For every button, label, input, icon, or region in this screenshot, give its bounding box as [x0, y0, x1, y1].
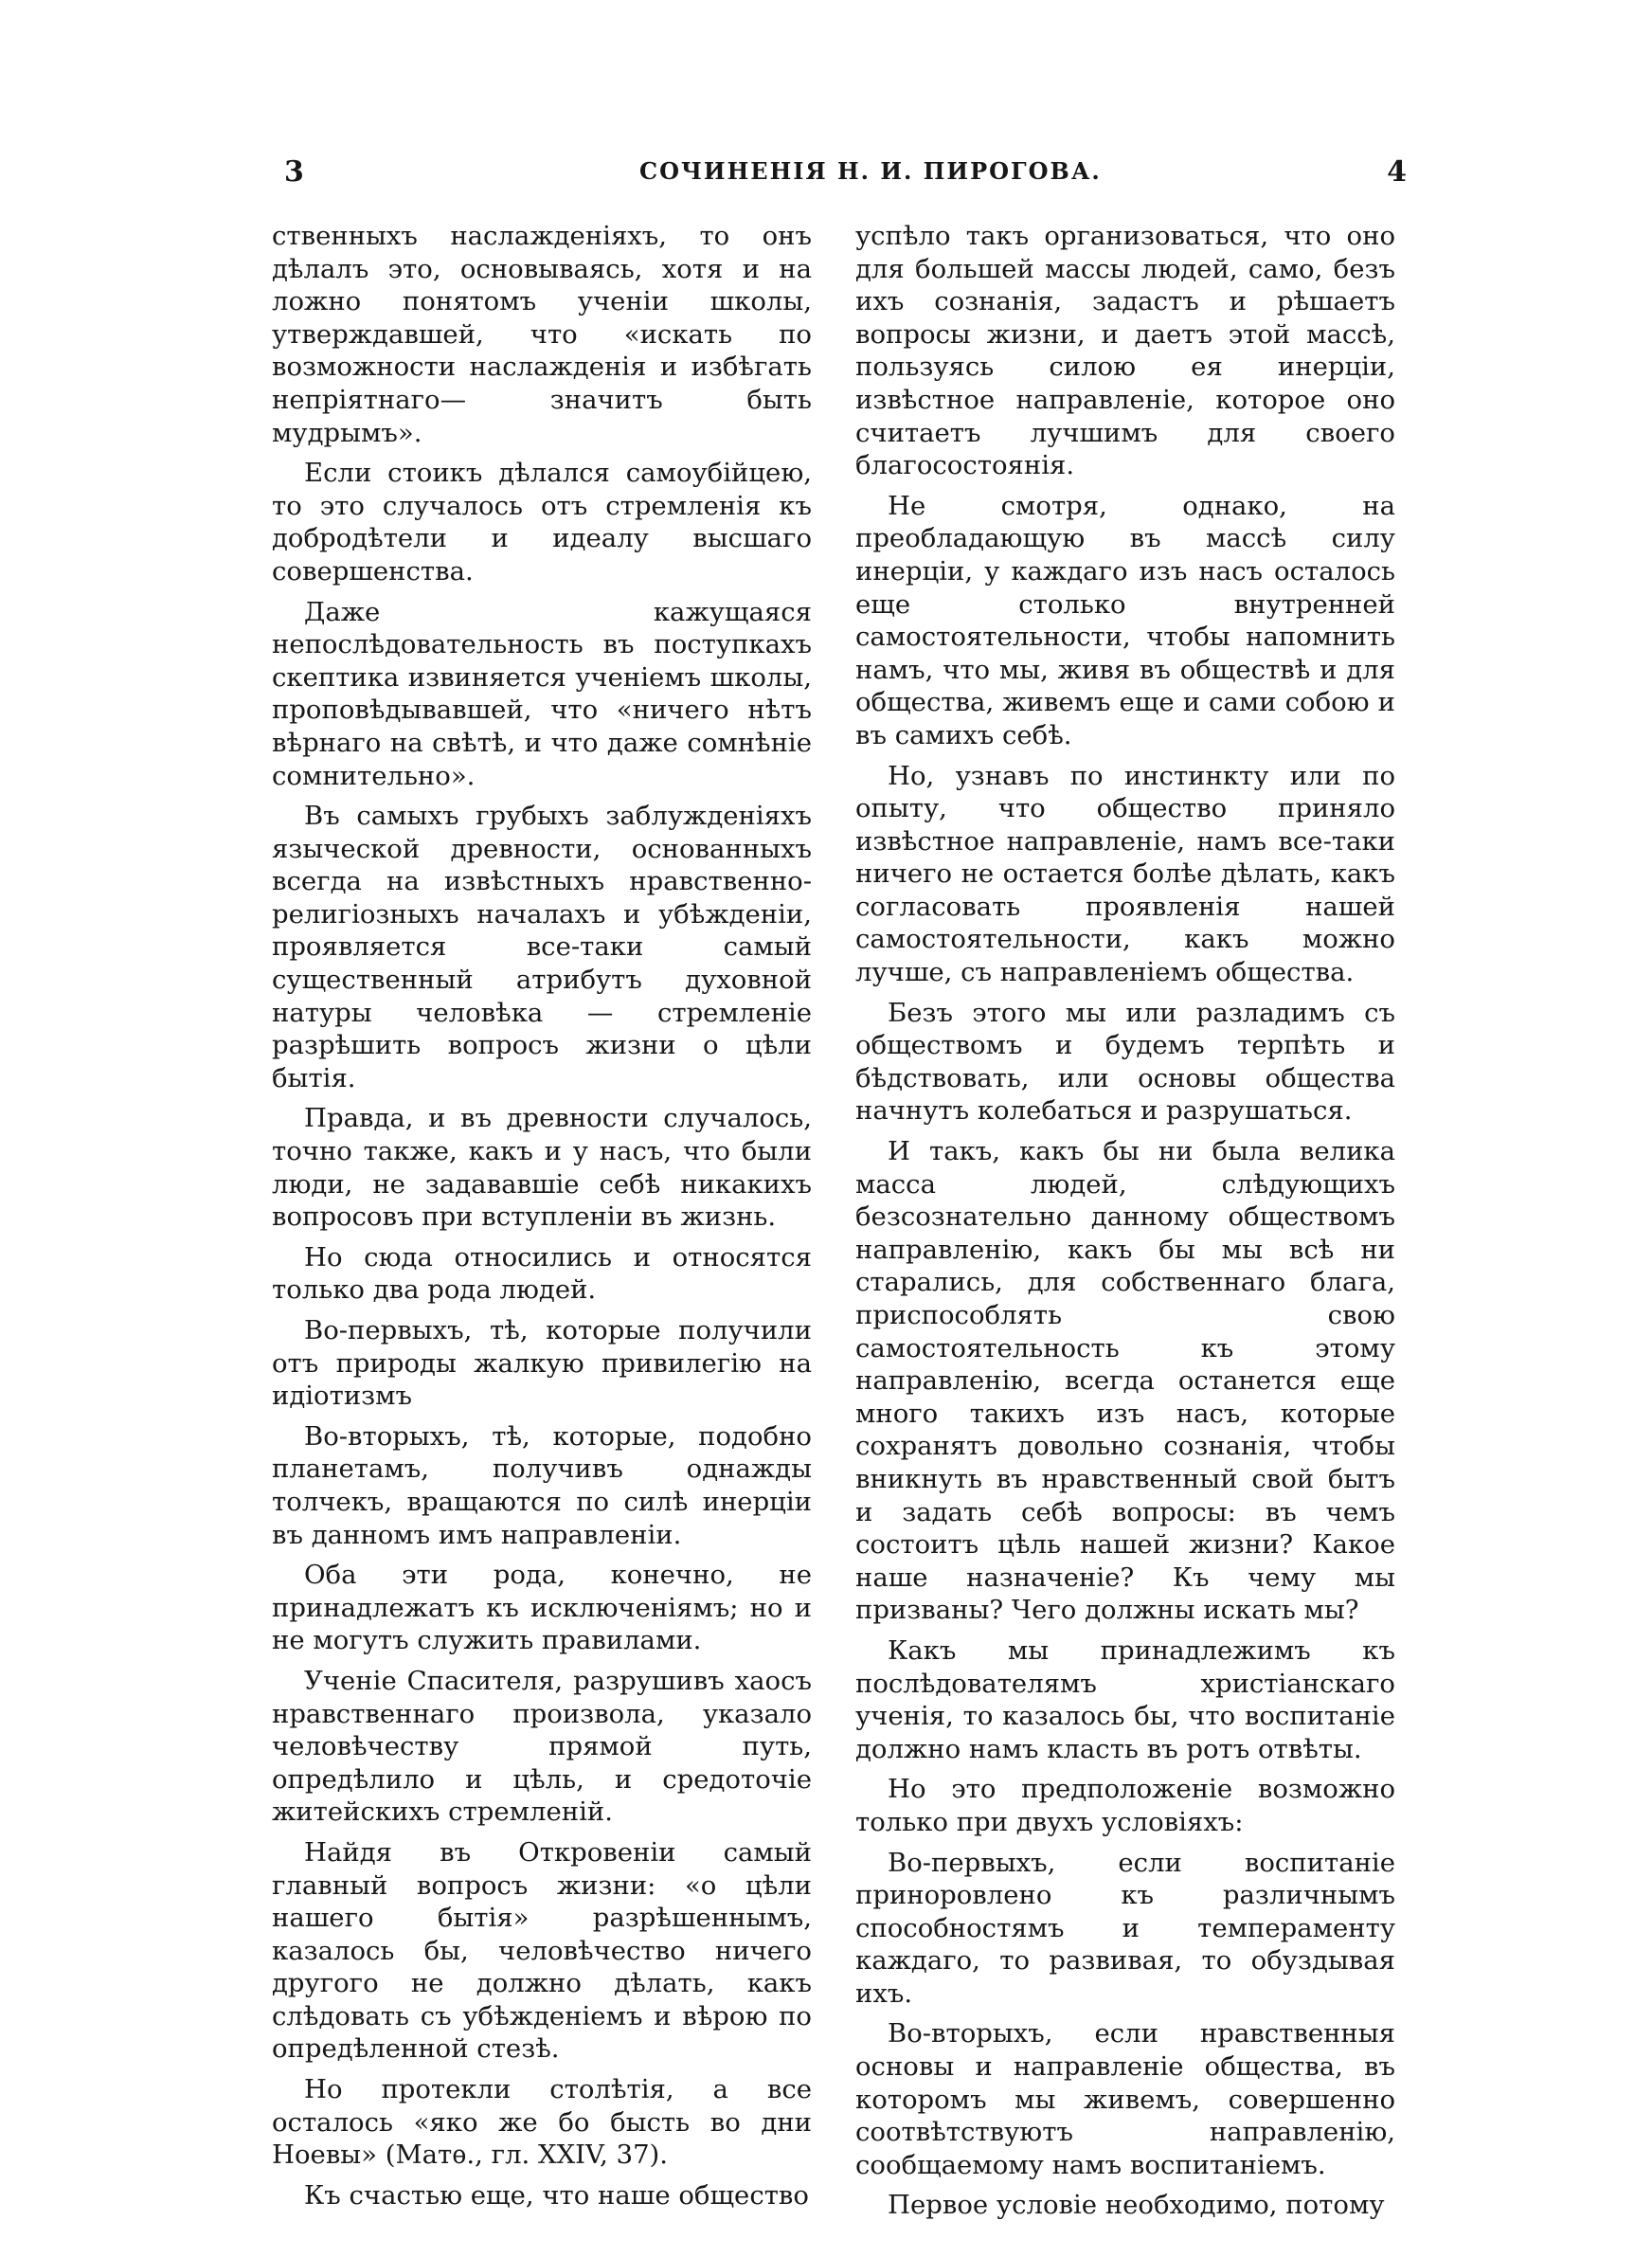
paragraph: Ученіе Спасителя, разрушивъ хаосъ нравственнаго произвола, указало человѣчеству прямой путь, опредѣлило и цѣль, и средоточіе житейскихъ стремленій.: [272, 1665, 812, 1828]
paragraph: Найдя въ Откровеніи самый главный вопросъ жизни: «о цѣли нашего бытія» разрѣшеннымъ, казалось бы, человѣчество ничего другого не должно дѣлать, какъ слѣдовать съ убѣжденіемъ и вѣрою по опредѣленной стезѣ.: [272, 1836, 812, 2065]
page-number-right: 4: [1387, 155, 1407, 189]
paragraph: И такъ, какъ бы ни была велика масса людей, слѣдующихъ безсознательно данному обществомъ направленію, какъ бы мы всѣ ни старались, для собственнаго блага, приспособлять свою самостоятельность къ этому направленію, всегда останется еще много такихъ изъ насъ, которые сохранятъ довольно сознанія, чтобы вникнуть въ нравственный свой бытъ и задать себѣ вопросы: въ чемъ состоитъ цѣль нашей жизни? Какое наше назначеніе? Къ чему мы призваны? Чего должны искать мы?: [855, 1136, 1395, 1626]
paragraph: Къ счастью еще, что наше общество: [304, 2179, 809, 2211]
page-number-left: 3: [284, 155, 304, 189]
paragraph: Первое условіе необходимо, потому: [888, 2190, 1385, 2221]
paragraph: Въ самыхъ грубыхъ заблужденіяхъ языческой древности, основанныхъ всегда на извѣстныхъ нравственно-религіозныхъ началахъ и убѣжденіи, проявляется все-таки самый существенный атрибутъ духовной натуры человѣка — стремленіе разрѣшить вопросъ жизни о цѣли бытія.: [272, 801, 812, 1093]
paragraph: Но сюда относились и относятся только два рода людей.: [272, 1241, 812, 1306]
paragraph: Но протекли столѣтія, а все осталось «яко же бо бысть во дни Ноевы» (Матѳ., гл. XXIV, 37).: [272, 2074, 812, 2171]
left-column: [272, 220, 812, 2219]
paragraph: Во-вторыхъ, тѣ, которые, подобно планетамъ, получивъ однажды толчекъ, вращаются по силѣ инерціи въ данномъ имъ направленіи.: [272, 1420, 812, 1550]
paragraph: Оба эти рода, конечно, не принадлежатъ къ исключеніямъ; но и не могутъ служить правилами.: [272, 1560, 812, 1656]
paragraph: Во-первыхъ, если воспитаніе приноровлено къ различнымъ способностямъ и темпераменту каждаго, то развивая, то обуздывая ихъ.: [855, 1847, 1395, 2009]
running-title: СОЧИНЕНІЯ Н. И. ПИРОГОВА.: [639, 157, 1102, 185]
right-column: [855, 220, 1395, 2230]
paragraph: Правда, и въ древности случалось, точно также, какъ и у насъ, что были люди, не задававшіе себѣ никакихъ вопросовъ при вступленіи въ жизнь.: [272, 1103, 812, 1233]
paragraph: Но это предположеніе возможно только при двухъ условіяхъ:: [855, 1774, 1395, 1837]
paragraph: Во-первыхъ, тѣ, которые получили отъ природы жалкую привилегію на идіотизмъ: [272, 1315, 812, 1412]
paragraph: ственныхъ наслажденіяхъ, то онъ дѣлалъ это, основываясь, хотя и на ложно понятомъ ученіи школы, утверждавшей, что «искать по возможности наслажденія и избѣгать непріятнаго— значитъ быть мудрымъ».: [272, 221, 812, 448]
paragraph: Если стоикъ дѣлался самоубійцею, то это случалось отъ стремленія къ добродѣтели и идеалу высшаго совершенства.: [272, 458, 812, 587]
paragraph: Безъ этого мы или разладимъ съ обществомъ и будемъ терпѣть и бѣдствовать, или основы общества начнутъ колебаться и разрушаться.: [855, 997, 1395, 1127]
page-header: [284, 155, 1407, 203]
paragraph: Во-вторыхъ, если нравственныя основы и направленіе общества, въ которомъ мы живемъ, совершенно соотвѣтствуютъ направленію, сообщаемому намъ воспитаніемъ.: [855, 2018, 1395, 2180]
paragraph: Какъ мы принадлежимъ къ послѣдователямъ христіанскаго ученія, то казалось бы, что воспитаніе должно намъ класть въ ротъ отвѣты.: [855, 1634, 1395, 1764]
paragraph: успѣло такъ организоваться, что оно для большей массы людей, само, безъ ихъ сознанія, задастъ и рѣшаетъ вопросы жизни, и даетъ этой массѣ, пользуясь силою ея инерціи, извѣстное направленіе, которое оно считаетъ лучшимъ для своего благосостоянія.: [855, 221, 1395, 481]
paragraph: Не смотря, однако, на преобладающую въ массѣ силу инерціи, у каждаго изъ насъ осталось еще столько внутренней самостоятельности, чтобы напомнить намъ, что мы, живя въ обществѣ и для общества, живемъ еще и сами собою и въ самихъ себѣ.: [855, 490, 1395, 750]
paragraph: Но, узнавъ по инстинкту или по опыту, что общество приняло извѣстное направленіе, намъ все-таки ничего не остается болѣе дѣлать, какъ согласовать проявленія нашей самостоятельности, какъ можно лучше, съ направленіемъ общества.: [855, 760, 1395, 988]
paragraph: Даже кажущаяся непослѣдовательность въ поступкахъ скептика извиняется ученіемъ школы, проповѣдывавшей, что «ничего нѣтъ вѣрнаго на свѣтѣ, и что даже сомнѣніе сомнительно».: [272, 596, 812, 791]
